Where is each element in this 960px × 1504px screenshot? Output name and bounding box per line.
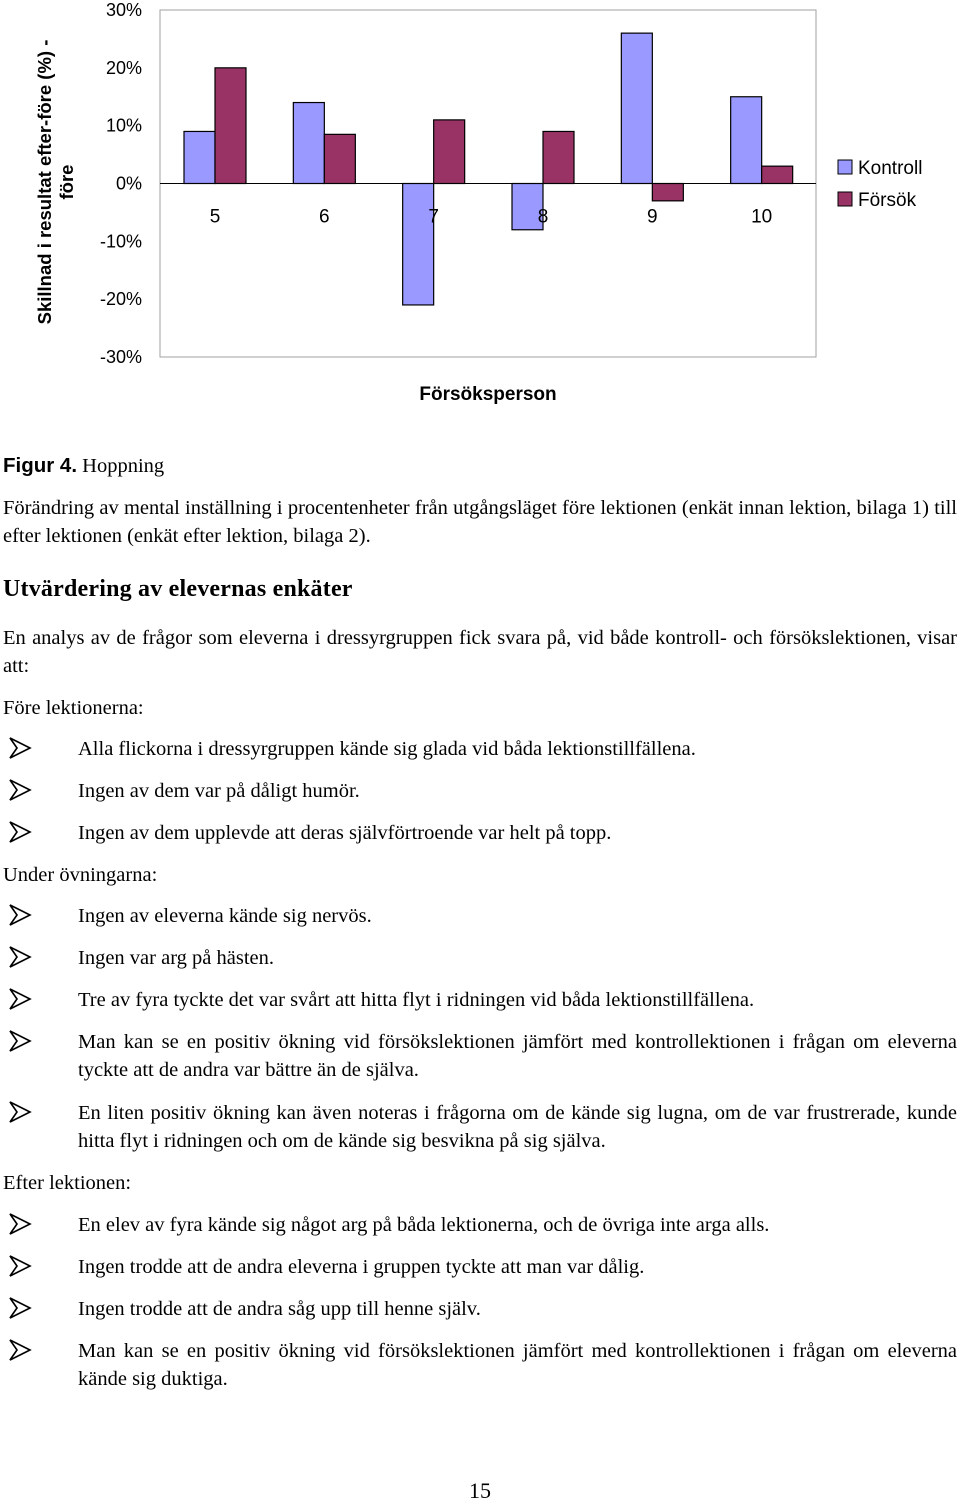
intro-paragraph: En analys av de frågor som eleverna i dressyrgruppen fick svara på, vid både kontroll- och försökslektionen, visar att: xyxy=(3,627,957,677)
page-number: 15 xyxy=(469,1478,491,1503)
arrow-bullet-icon xyxy=(8,946,32,968)
legend-label: Kontroll xyxy=(858,158,923,179)
y-tick-label: -20% xyxy=(99,289,142,310)
list-item xyxy=(4,944,957,972)
legend-swatch xyxy=(838,192,852,206)
list-item xyxy=(4,819,957,847)
legend-label: Försök xyxy=(858,190,917,211)
list-item xyxy=(4,1028,957,1084)
y-axis-label-line: Skillnad i resultat efter-före (%) - xyxy=(34,39,55,325)
list-item-text: Man kan se en positiv ökning vid försökslektionen jämfört med kontrollektionen i frågan om eleverna tyckte att de andra var bättre än de själva. xyxy=(78,1031,957,1081)
arrow-bullet-icon xyxy=(8,737,32,759)
arrow-bullet-icon xyxy=(8,1213,32,1235)
x-tick-label: 10 xyxy=(751,206,773,228)
y-tick-labels xyxy=(100,0,142,367)
list-item-text: Ingen av eleverna kände sig nervös. xyxy=(78,905,372,927)
y-axis-label-line: före xyxy=(56,164,77,200)
after-label: Efter lektionen: xyxy=(3,1172,132,1194)
bar-chart xyxy=(0,0,960,420)
y-tick-label: -30% xyxy=(99,347,142,367)
before-label: Före lektionerna: xyxy=(3,697,144,719)
list-item xyxy=(4,1253,957,1281)
list-item-text: Ingen trodde att de andra såg upp till henne själv. xyxy=(78,1298,481,1320)
bar-kontroll-5 xyxy=(184,131,215,183)
x-tick-label: 5 xyxy=(209,206,221,228)
list-item-text: Ingen var arg på hästen. xyxy=(78,947,275,969)
bar-forsok-7 xyxy=(434,120,465,184)
x-tick-label: 6 xyxy=(319,206,330,228)
list-item xyxy=(4,777,957,805)
x-tick-label: 8 xyxy=(537,206,549,228)
list-item xyxy=(4,1211,957,1239)
y-tick-label: 0% xyxy=(115,173,142,194)
bar-kontroll-9 xyxy=(621,33,652,183)
arrow-bullet-icon xyxy=(8,1255,32,1277)
figure-caption: Förändring av mental inställning i procentenheter från utgångsläget före lektionen (enkät innan lektion, bilaga 1) till efter lektionen (enkät efter lektion, bilaga 2). xyxy=(3,497,957,547)
x-tick-label: 9 xyxy=(647,206,658,228)
list-item-text: Tre av fyra tyckte det var svårt att hitta flyt i ridningen vid båda lektionstillfällena. xyxy=(78,989,755,1011)
figure-label: Figur 4. xyxy=(3,454,78,477)
y-axis-label xyxy=(34,40,77,325)
arrow-bullet-icon xyxy=(8,1101,32,1123)
list-item xyxy=(4,902,957,930)
list-item-text: En liten positiv ökning kan även noteras i frågorna om de kände sig lugna, om de var frustrerade, kunde hitta flyt i ridningen och om de kände sig besvikna på sig själva. xyxy=(78,1102,957,1152)
arrow-bullet-icon xyxy=(8,1339,32,1361)
bar-kontroll-6 xyxy=(293,103,324,184)
bar-forsok-9 xyxy=(652,184,683,201)
legend-swatch xyxy=(838,160,852,174)
x-tick-label: 7 xyxy=(428,206,439,228)
y-tick-label: 10% xyxy=(105,115,142,136)
list-item xyxy=(4,1099,957,1155)
figure-caption-title xyxy=(3,452,957,480)
section-heading: Utvärdering av elevernas enkäter xyxy=(3,576,353,602)
list-item xyxy=(4,735,957,763)
arrow-bullet-icon xyxy=(8,1030,32,1052)
list-item-text: En elev av fyra kände sig något arg på båda lektionerna, och de övriga inte arga alls. xyxy=(78,1214,770,1236)
list-item-text: Ingen av dem upplevde att deras självförtroende var helt på topp. xyxy=(78,822,612,844)
arrow-bullet-icon xyxy=(8,779,32,801)
arrow-bullet-icon xyxy=(8,1297,32,1319)
bar-forsok-8 xyxy=(543,131,574,183)
legend xyxy=(838,158,922,211)
bar-forsok-5 xyxy=(215,68,246,184)
arrow-bullet-icon xyxy=(8,988,32,1010)
y-tick-label: 30% xyxy=(105,0,142,20)
list-item-text: Man kan se en positiv ökning vid försökslektionen jämfört med kontrollektionen i frågan om eleverna kände sig duktiga. xyxy=(78,1340,957,1390)
bar-kontroll-10 xyxy=(731,97,762,184)
x-axis-label: Försöksperson xyxy=(419,384,557,405)
list-item-text: Ingen av dem var på dåligt humör. xyxy=(78,780,360,802)
bar-forsok-6 xyxy=(324,134,355,183)
y-tick-label: -10% xyxy=(99,231,142,252)
list-item xyxy=(4,1295,957,1323)
list-item-text: Alla flickorna i dressyrgruppen kände sig glada vid båda lektionstillfällena. xyxy=(78,738,696,760)
x-tick-labels xyxy=(210,207,773,228)
arrow-bullet-icon xyxy=(8,821,32,843)
list-item-text: Ingen trodde att de andra eleverna i gruppen tyckte att man var dålig. xyxy=(78,1256,645,1278)
figure-title: Hoppning xyxy=(82,455,165,477)
bar-forsok-10 xyxy=(762,166,793,183)
y-tick-label: 20% xyxy=(105,57,142,78)
list-item xyxy=(4,1337,957,1393)
list-item xyxy=(4,986,957,1014)
arrow-bullet-icon xyxy=(8,904,32,926)
during-label: Under övningarna: xyxy=(3,864,158,886)
bar-kontroll-7 xyxy=(403,184,434,305)
bar-marks xyxy=(184,33,793,305)
